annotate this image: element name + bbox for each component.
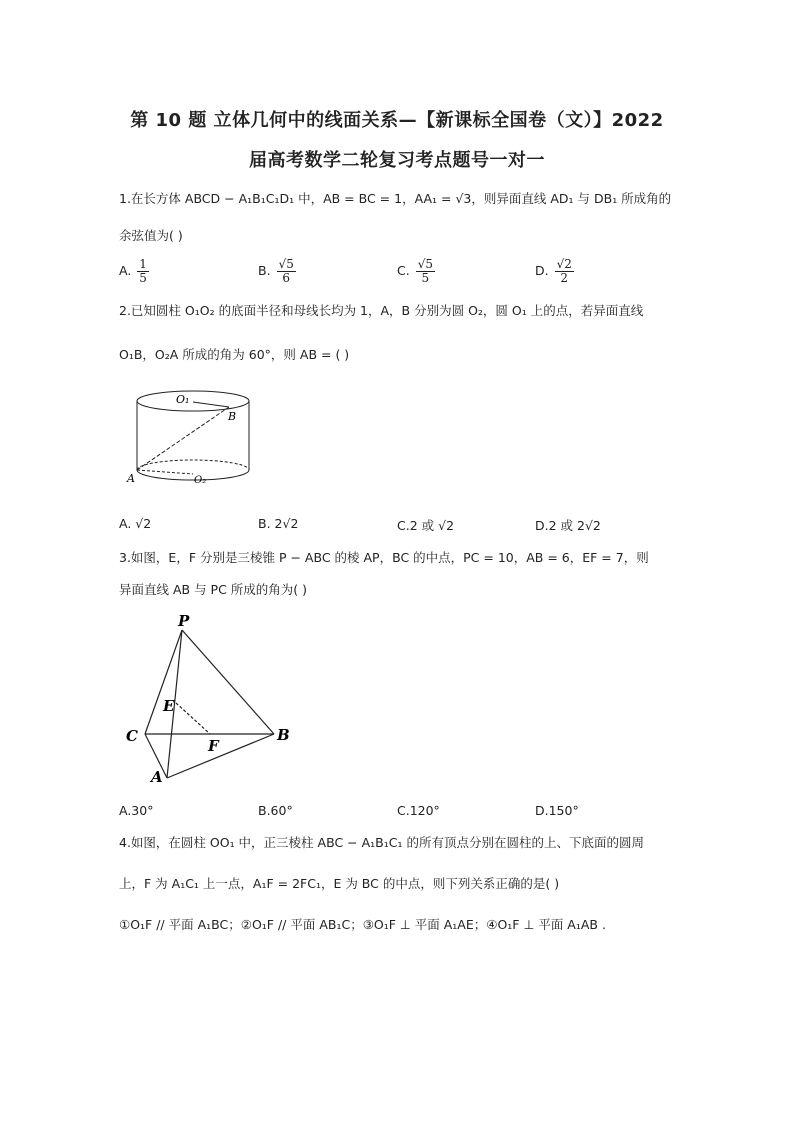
q2-text-line1: 2.已知圆柱 O₁O₂ 的底面半径和母线长均为 1，A，B 分别为圆 O₂，圆 O₁ 上的点，若异面直线	[119, 303, 644, 318]
edge-ab	[167, 734, 274, 778]
q2-cylinder-figure	[124, 383, 264, 493]
segment-ao2	[137, 470, 193, 474]
q3-text-line1: 3.如图，E，F 分别是三棱锥 P − ABC 的棱 AP，BC 的中点，PC = 10，AB = 6，EF = 7，则	[119, 550, 649, 565]
segment-o1b	[193, 402, 229, 407]
label-o2: O₂	[194, 475, 207, 486]
q2-option-b: B. 2√2	[258, 516, 299, 531]
q3-option-c: C.120°	[397, 803, 440, 818]
q3-option-b: B.60°	[258, 803, 293, 818]
edge-pb	[182, 630, 274, 734]
page-title: 第 10 题 立体几何中的线面关系—【新课标全国卷（文）】2022	[130, 110, 664, 131]
q3-text-line2: 异面直线 AB 与 PC 所成的角为( )	[119, 582, 308, 597]
q1-option-a: A. $\frac{1}{5}$	[119, 257, 147, 285]
label-f: F	[208, 737, 219, 755]
q1-option-c: C. $\frac{√5}{5}$	[397, 257, 433, 285]
label-a: A	[127, 472, 135, 485]
page-subtitle: 届高考数学二轮复习考点题号一对一	[249, 150, 545, 171]
q1-option-d: D. $\frac{√2}{2}$	[535, 257, 572, 285]
q4-text-line3: ①O₁F // 平面 A₁BC；②O₁F // 平面 AB₁C；③O₁F ⊥ 平面 A₁AE；④O₁F ⊥ 平面 A₁AB .	[119, 917, 606, 932]
q2-text-line2: O₁B，O₂A 所成的角为 60°，则 AB = ( )	[119, 347, 350, 362]
label-e: E	[163, 697, 175, 715]
top-ellipse	[137, 391, 249, 411]
segment-ef	[176, 703, 210, 734]
label-c: C	[126, 727, 138, 745]
q4-text-line1: 4.如图，在圆柱 OO₁ 中，正三棱柱 ABC − A₁B₁C₁ 的所有顶点分别在圆柱的上、下底面的圆周	[119, 835, 644, 850]
q3-pyramid-figure	[122, 610, 302, 790]
q1-text-line2: 余弦值为( )	[119, 228, 183, 243]
q3-option-d: D.150°	[535, 803, 579, 818]
label-a: A	[151, 768, 163, 786]
bottom-back-arc	[137, 460, 249, 470]
label-p: P	[178, 612, 190, 630]
q1-option-b: B. $\frac{√5}{6}$	[258, 257, 294, 285]
q1-text-line1: 1.在长方体 ABCD − A₁B₁C₁D₁ 中，AB = BC = 1，AA₁ = √3，则异面直线 AD₁ 与 DB₁ 所成角的	[119, 191, 672, 206]
label-b: B	[277, 726, 290, 744]
label-b: B	[228, 410, 237, 423]
q4-text-line2: 上，F 为 A₁C₁ 上一点，A₁F = 2FC₁，E 为 BC 的中点，则下列关系正确的是( )	[119, 876, 560, 891]
q2-option-c: C.2 或 √2	[397, 518, 455, 533]
q2-option-a: A. √2	[119, 516, 152, 531]
q3-option-a: A.30°	[119, 803, 154, 818]
q2-option-d: D.2 或 2√2	[535, 518, 601, 533]
label-o1: O₁	[176, 393, 190, 406]
